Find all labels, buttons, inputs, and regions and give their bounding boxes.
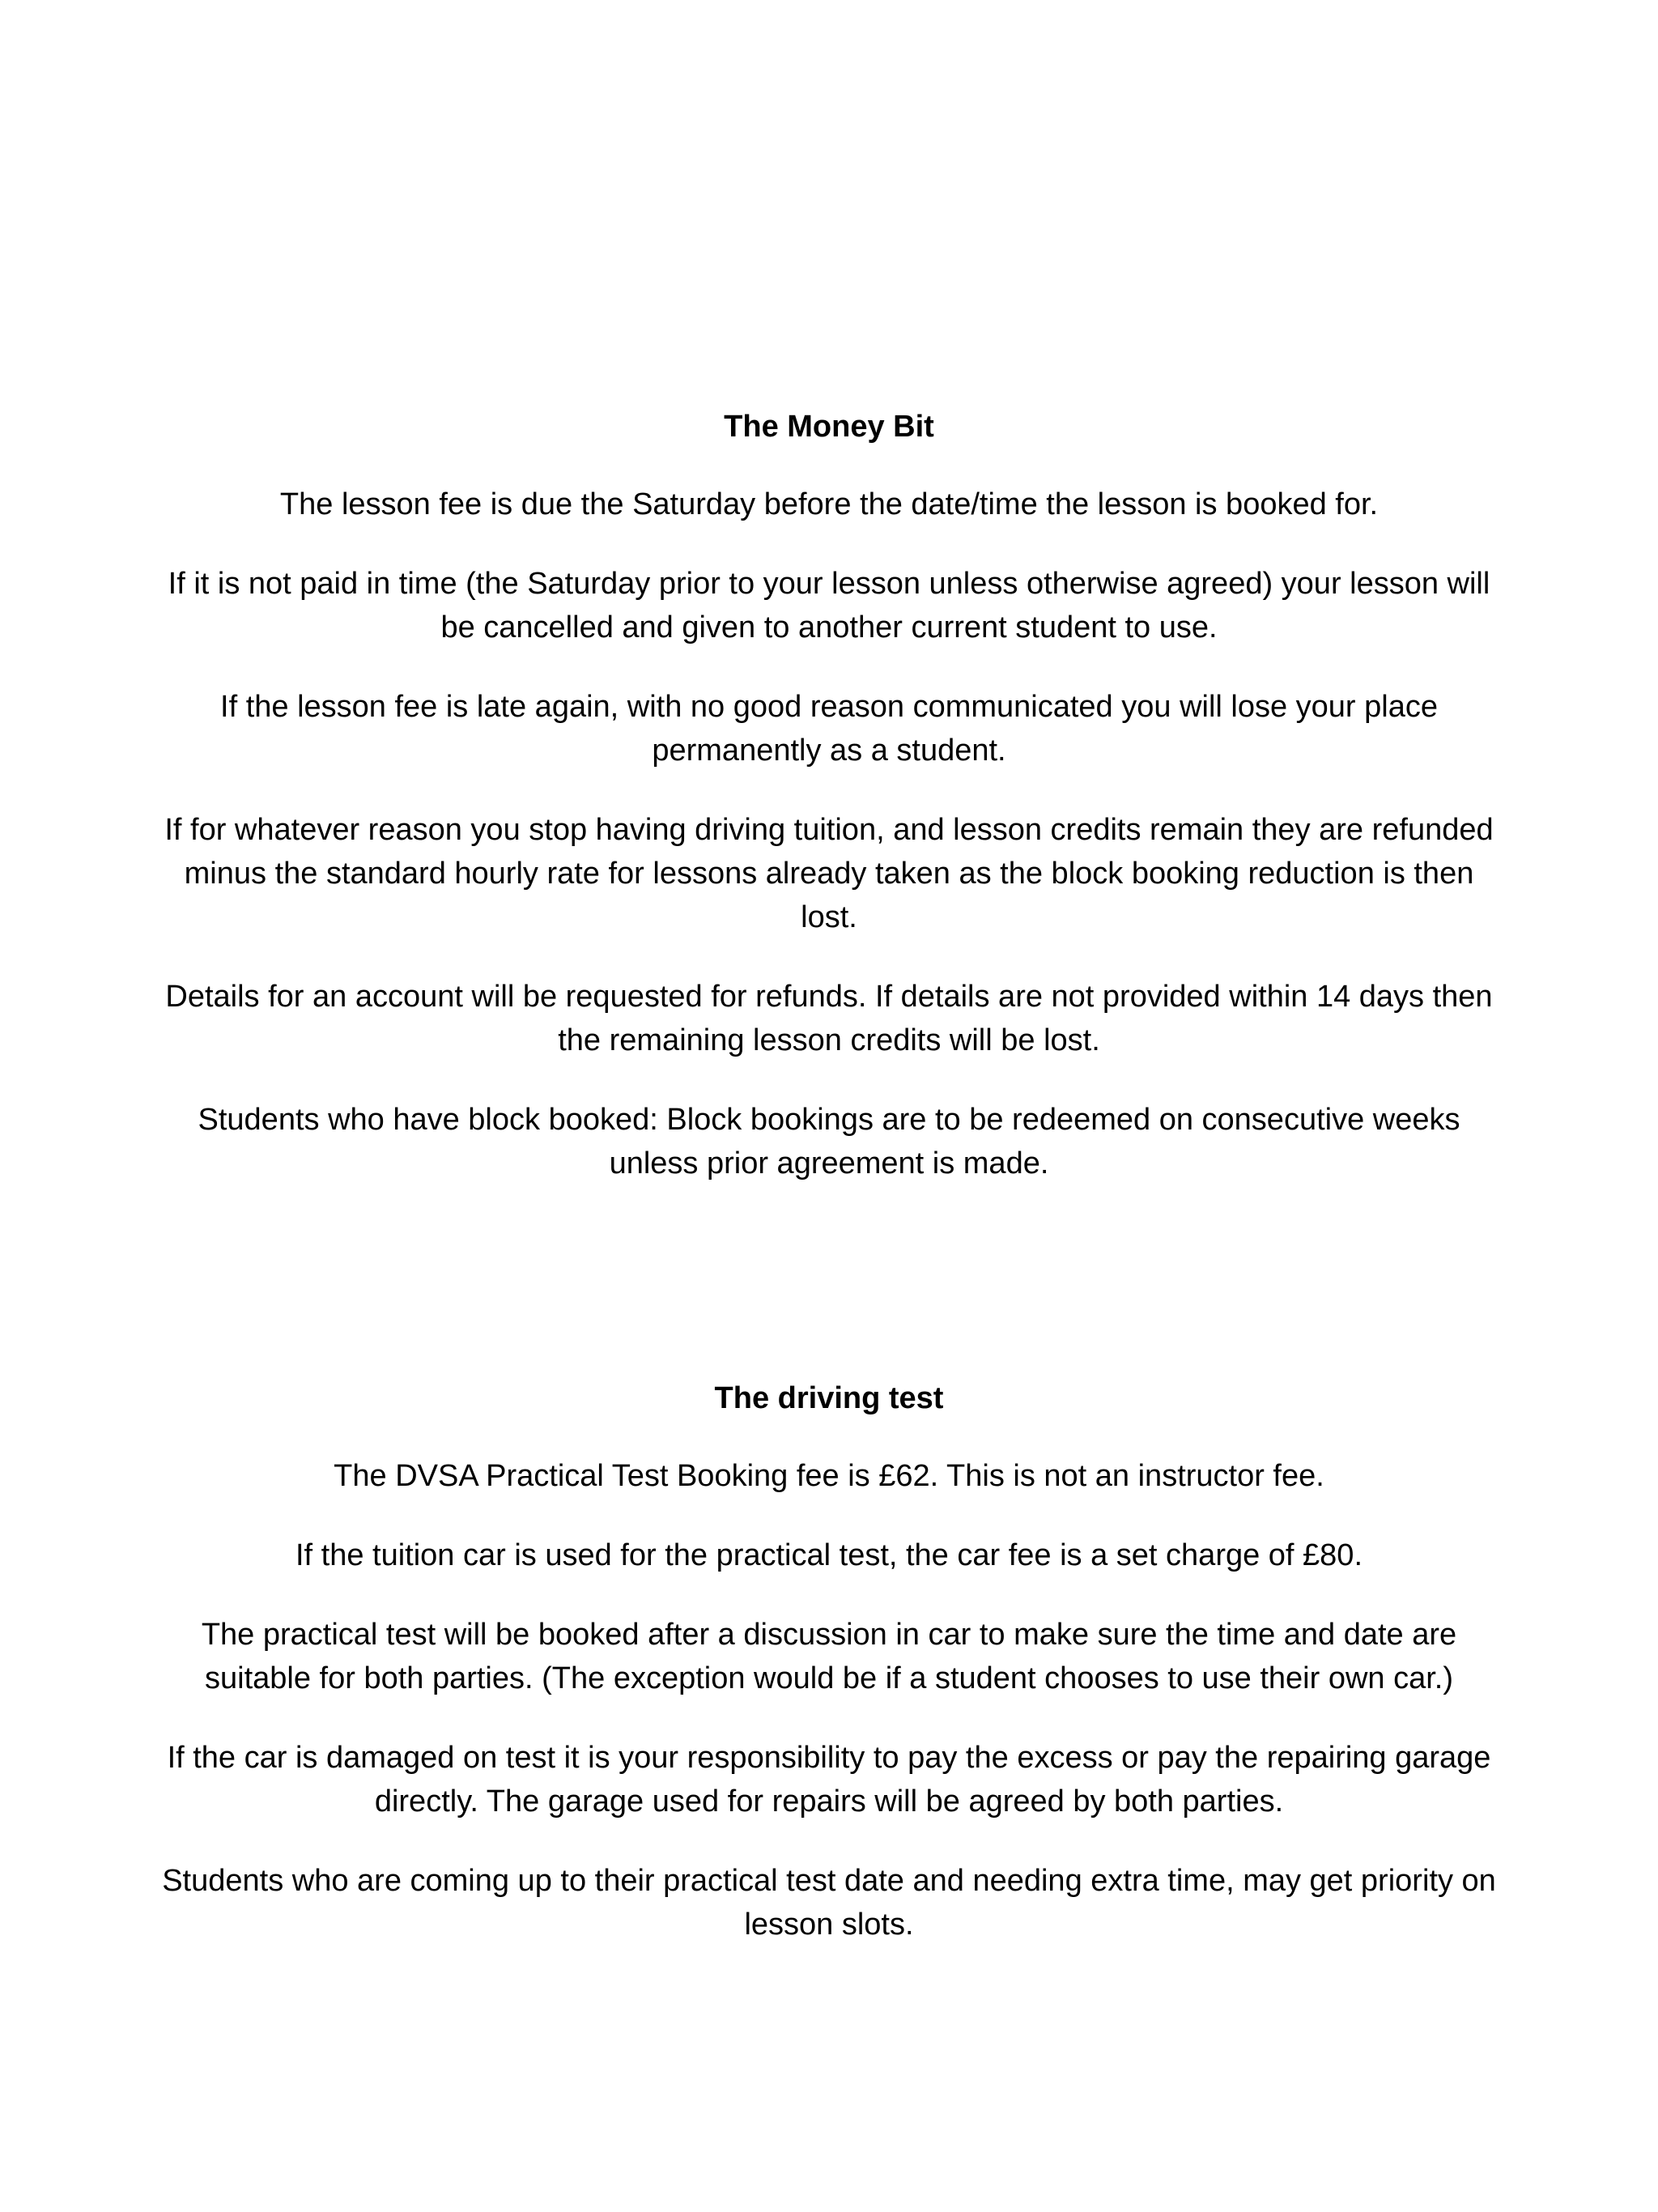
test-paragraph-damage: If the car is damaged on test it is your responsibility to pay the excess or pay the repairing garage directly. The garage used for repairs will be agreed by both parties. xyxy=(167,1741,1491,1819)
money-paragraph-account-details: Details for an account will be requested for refunds. If details are not provided within 14 days then the remaining lesson credits will be lost. xyxy=(165,980,1493,1057)
driving-test-heading: The driving test xyxy=(714,1381,944,1415)
money-paragraph-block-bookings: Students who have block booked: Block bookings are to be redeemed on consecutive weeks unless prior agreement is made. xyxy=(198,1103,1460,1180)
driving-test-section xyxy=(162,1376,1496,1982)
test-paragraph-priority: Students who are coming up to their practical test date and needing extra time, may get priority on lesson slots. xyxy=(162,1864,1496,1942)
test-paragraph-booking-fee: The DVSA Practical Test Booking fee is £62. This is not an instructor fee. xyxy=(334,1459,1324,1493)
money-paragraph-refunds: If for whatever reason you stop having driving tuition, and lesson credits remain they are refunded minus the standard hourly rate for lessons already taken as the block booking reduction is then lost. xyxy=(164,813,1494,934)
money-paragraph-late-payment: If it is not paid in time (the Saturday prior to your lesson unless otherwise agreed) your lesson will be cancelled and given to another current student to use. xyxy=(168,567,1490,644)
money-paragraph-repeat-late: If the lesson fee is late again, with no good reason communicated you will lose your place permanently as a student. xyxy=(220,690,1438,768)
test-paragraph-booking-discussion: The practical test will be booked after a discussion in car to make sure the time and date are suitable for both parties. (The exception would be if a student chooses to use their own car.) xyxy=(201,1618,1457,1695)
test-paragraph-car-fee: If the tuition car is used for the practical test, the car fee is a set charge of £80. xyxy=(295,1538,1363,1572)
money-paragraph-lesson-fee-due: The lesson fee is due the Saturday before the date/time the lesson is booked for. xyxy=(279,487,1379,521)
money-section xyxy=(162,405,1496,1221)
money-section-heading: The Money Bit xyxy=(724,410,934,444)
